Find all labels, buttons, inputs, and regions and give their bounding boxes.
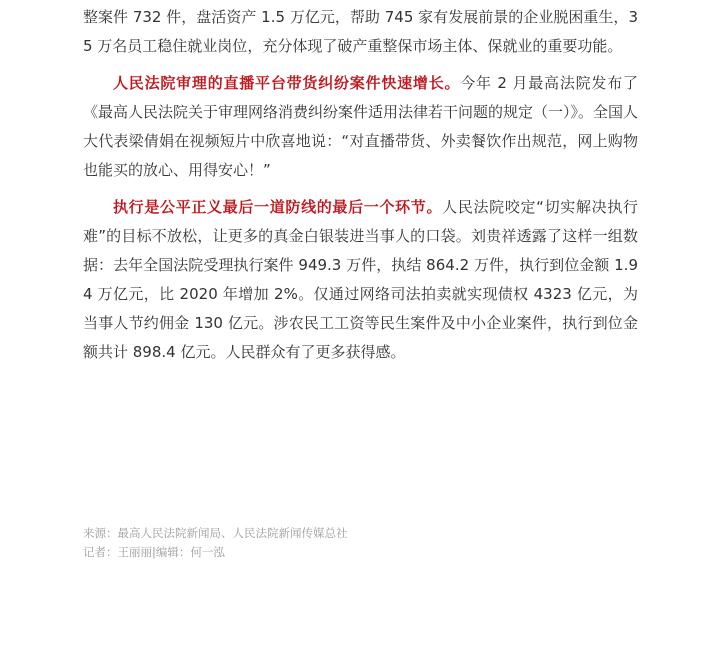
credits-line: 记者：王丽丽|编辑：何一泓 [83, 545, 225, 559]
paragraph-text: 整案件 732 件，盘活资产 1.5 万亿元，帮助 745 家有发展前景的企业脱困重生，35 万名员工稳住就业岗位，充分体现了破产重整保市场主体、保就业的重要功能。 [83, 8, 638, 55]
paragraph-text: 人民法院咬定“切实解决执行难”的目标不放松，让更多的真金白银装进当事人的口袋。刘贵祥透露了这样一组数据：去年全国法院受理执行案件 949.3 万件，执结 864.2 万件，执行到位金额 1.94 万亿元，比 2020 年增加 2%。仅通过网络司法拍卖就实现债权 4323 亿元，为当事人节约佣金 130 亿元。涉农民工工资等民生案件及中小企业案件，执行到位金额共计 898.4 亿元。人民群众有了更多获得感。 [83, 198, 638, 361]
source-line: 来源：最高人民法院新闻局、人民法院新闻传媒总社 [83, 526, 348, 540]
paragraph-lead: 人民法院审理的直播平台带货纠纷案件快速增长。 [113, 74, 461, 92]
article-body [83, 0, 638, 367]
paragraph-text: 今年 2 月最高法院发布了《最高人民法院关于审理网络消费纠纷案件适用法律若干问题的规定（一）》。全国人大代表梁倩娟在视频短片中欣喜地说：“对直播带货、外卖餐饮作出规范，网上购物也能买的放心、用得安心！” [83, 74, 639, 179]
paragraph-livestream [83, 69, 638, 185]
paragraph-bankruptcy [83, 3, 638, 61]
article-footer [83, 524, 348, 562]
paragraph-lead: 执行是公平正义最后一道防线的最后一个环节。 [113, 198, 443, 216]
paragraph-enforcement [83, 193, 638, 367]
